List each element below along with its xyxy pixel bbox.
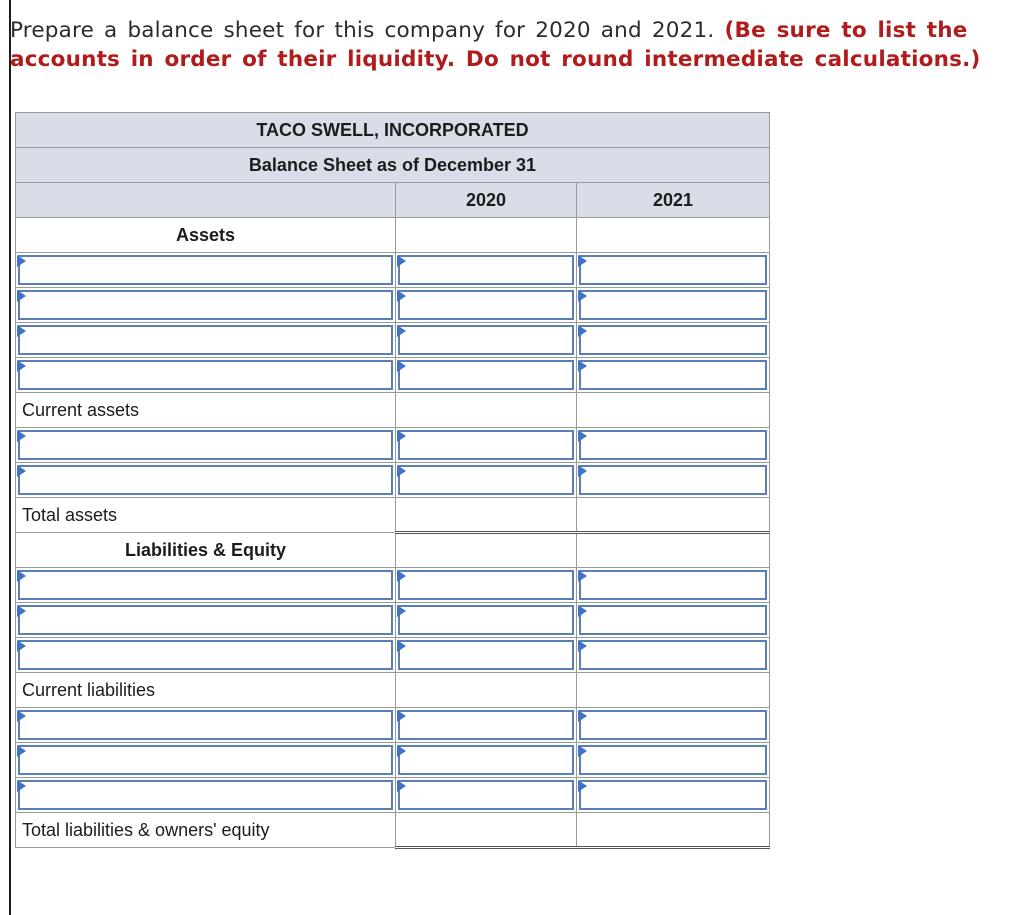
input-marker-icon [397,605,406,617]
dropdown-marker-icon [17,570,26,582]
input-marker-icon [578,325,587,337]
total-liabilities-equity-2021-value [577,813,770,848]
empty-cell [396,218,577,253]
input-marker-icon [578,465,587,477]
amount-2021-input[interactable] [577,428,770,463]
company-name: TACO SWELL, INCORPORATED [16,113,770,148]
amount-2020-input[interactable] [396,323,577,358]
input-marker-icon [397,255,406,267]
total-assets-row [16,498,770,533]
liability-input-row [16,743,770,778]
input-marker-icon [578,255,587,267]
amount-2020-input[interactable] [396,708,577,743]
company-row [16,113,770,148]
liability-input-row [16,778,770,813]
current-liabilities-2020-value [396,673,577,708]
current-liabilities-2021-value [577,673,770,708]
question-prefix: Prepare a balance sheet for this company for 2020 and 2021. [10,18,715,43]
input-marker-icon [578,290,587,302]
left-border-rule [9,0,11,915]
amount-2021-input[interactable] [577,358,770,393]
total-assets-2021-value [577,498,770,533]
empty-cell [396,533,577,568]
asset-input-row [16,358,770,393]
year-2020-header: 2020 [396,183,577,218]
amount-2021-input[interactable] [577,638,770,673]
liability-input-row [16,708,770,743]
asset-input-row [16,323,770,358]
dropdown-marker-icon [17,360,26,372]
amount-2020-input[interactable] [396,778,577,813]
input-marker-icon [578,605,587,617]
dropdown-marker-icon [17,605,26,617]
account-dropdown[interactable] [16,463,396,498]
amount-2021-input[interactable] [577,323,770,358]
amount-2021-input[interactable] [577,253,770,288]
total-liabilities-equity-row [16,813,770,848]
asset-input-row [16,288,770,323]
amount-2020-input[interactable] [396,743,577,778]
assets-heading: Assets [16,218,396,253]
total-liabilities-equity-2020-value [396,813,577,848]
input-marker-icon [397,290,406,302]
subtitle-row [16,148,770,183]
amount-2020-input[interactable] [396,358,577,393]
balance-sheet-table [15,112,770,849]
current-assets-label: Current assets [16,393,396,428]
amount-2021-input[interactable] [577,288,770,323]
account-dropdown[interactable] [16,638,396,673]
input-marker-icon [397,465,406,477]
amount-2021-input[interactable] [577,743,770,778]
asset-input-row [16,253,770,288]
amount-2020-input[interactable] [396,288,577,323]
input-marker-icon [397,360,406,372]
account-dropdown[interactable] [16,288,396,323]
asset-input-row [16,463,770,498]
current-assets-row [16,393,770,428]
asset-input-row [16,428,770,463]
account-dropdown[interactable] [16,428,396,463]
dropdown-marker-icon [17,430,26,442]
amount-2020-input[interactable] [396,603,577,638]
liabilities-equity-heading: Liabilities & Equity [16,533,396,568]
account-dropdown[interactable] [16,603,396,638]
total-assets-2020-value [396,498,577,533]
empty-cell [577,218,770,253]
input-marker-icon [578,570,587,582]
amount-2020-input[interactable] [396,463,577,498]
amount-2020-input[interactable] [396,253,577,288]
account-dropdown[interactable] [16,323,396,358]
account-dropdown[interactable] [16,778,396,813]
dropdown-marker-icon [17,325,26,337]
total-assets-label: Total assets [16,498,396,533]
dropdown-marker-icon [17,640,26,652]
account-dropdown[interactable] [16,253,396,288]
input-marker-icon [578,710,587,722]
assets-heading-row [16,218,770,253]
label-column-header [16,183,396,218]
input-marker-icon [397,430,406,442]
account-dropdown[interactable] [16,708,396,743]
input-marker-icon [397,640,406,652]
liability-input-row [16,568,770,603]
dropdown-marker-icon [17,780,26,792]
input-marker-icon [578,745,587,757]
amount-2020-input[interactable] [396,638,577,673]
empty-cell [577,533,770,568]
current-assets-2020-value [396,393,577,428]
year-2021-header: 2021 [577,183,770,218]
amount-2020-input[interactable] [396,428,577,463]
total-liabilities-equity-label: Total liabilities & owners' equity [16,813,396,848]
current-liabilities-row [16,673,770,708]
amount-2021-input[interactable] [577,568,770,603]
account-dropdown[interactable] [16,568,396,603]
liabilities-heading-row [16,533,770,568]
liability-input-row [16,638,770,673]
input-marker-icon [578,780,587,792]
input-marker-icon [397,570,406,582]
current-liabilities-label: Current liabilities [16,673,396,708]
amount-2021-input[interactable] [577,708,770,743]
account-dropdown[interactable] [16,743,396,778]
dropdown-marker-icon [17,465,26,477]
amount-2021-input[interactable] [577,603,770,638]
dropdown-marker-icon [17,255,26,267]
input-marker-icon [397,325,406,337]
sheet-subtitle: Balance Sheet as of December 31 [16,148,770,183]
dropdown-marker-icon [17,710,26,722]
input-marker-icon [397,745,406,757]
dropdown-marker-icon [17,745,26,757]
input-marker-icon [578,360,587,372]
year-header-row [16,183,770,218]
liability-input-row [16,603,770,638]
input-marker-icon [578,430,587,442]
input-marker-icon [397,780,406,792]
question-emphasis: (Be sure to list the accounts in order of their liquidity. Do not round intermediate calculations.) [10,18,981,72]
input-marker-icon [397,710,406,722]
dropdown-marker-icon [17,290,26,302]
amount-2021-input[interactable] [577,463,770,498]
current-assets-2021-value [577,393,770,428]
amount-2021-input[interactable] [577,778,770,813]
question-text [10,16,1010,74]
input-marker-icon [578,640,587,652]
amount-2020-input[interactable] [396,568,577,603]
account-dropdown[interactable] [16,358,396,393]
